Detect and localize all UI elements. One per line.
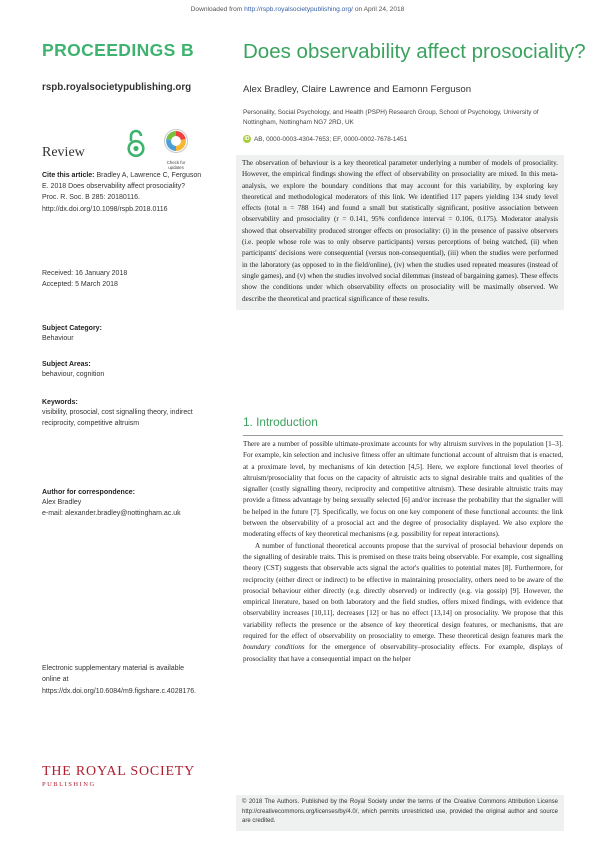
check-for-updates-badge[interactable]: Check for updates <box>162 128 190 170</box>
download-source-link[interactable]: http://rspb.royalsocietypublishing.org/ <box>244 6 354 13</box>
accepted-date: Accepted: 5 March 2018 <box>42 281 118 289</box>
orcid-line: iD AB, 0000-0003-4304-7653; EF, 0000-0002-7678-1451 <box>244 135 408 143</box>
author-list: Alex Bradley, Claire Lawrence and Eamonn Ferguson <box>243 84 472 95</box>
royal-society-publishing-logo: THE ROYAL SOCIETY PUBLISHING <box>42 764 196 788</box>
download-banner: Downloaded from http://rspb.royalsocietypublishing.org/ on April 24, 2018 <box>190 6 405 13</box>
citation-label: Cite this article: <box>42 172 95 179</box>
keywords: Keywords: visibility, prosocial, cost signalling theory, indirect reciprocity, competitive altruism <box>42 399 193 427</box>
article-title: Does observability affect prosociality? <box>243 40 586 63</box>
correspondence: Author for correspondence: Alex Bradley e-mail: alexander.bradley@nottingham.ac.uk <box>42 488 207 519</box>
paragraph-2: A number of functional theoretical accounts propose that the survival of prosocial behaviour depends on the signalling of desirable traits. This is premised on these traits being observable. For example, cost signalling theory (CST) suggests that observable acts signal the actor's qualities to potential mates [8]. Furthermore, for reciprocity (either direct or indirect) to be effective in maintaining prosociality, others need to be aware of the prosocial behaviour either directly (e.g. directly observed) or indirectly (e.g. via gossip) [9]. However, the empirical literature, based on both laboratory and the field studies, offers mixed findings, with evidence that observability increases [10,11], decreases [12] or has no effect [13,14] on prosociality. We propose that this variability reflects the presence or the absence of key theoretical design features, or mechanisms, that are required for the effect of observability on prosociality to emerge. These theoretical design features mark the boundary conditions for the emergence of observability–prosociality effects. For example, displays of prosociality that have a consequential impact on the helper <box>243 541 563 663</box>
crossmark-check-for-updates-icon <box>162 128 190 154</box>
section-heading-introduction: 1. Introduction <box>243 415 318 429</box>
article-dates <box>42 268 127 291</box>
subject-category: Subject Category: Behaviour <box>42 325 102 342</box>
abstract-text: The observation of behaviour is a key theoretical parameter underlying a number of models of prosociality. However, the empirical findings showing the effect of observability on prosociality are mixed. In this meta-analysis, we explore the boundary conditions that may account for this variability, by exploring key theoretical and methodological moderators of this link. We identified 117 papers yielding 134 study level effects (total n = 788 164) and found a small but statistically significant, positive association between observability and prosociality (r = 0.141, 95% confidence interval = 0.106, 0.175). Moderator analysis showed that observability produced stronger effects on prosociality: (i) in the presence of passive observers (i.e. people whose role was to only observe participants) versus perceptions of being watched, (ii) when participants' decisions were consequential (versus non-consequential), (iii) when the studies were performed in the laboratory (as opposed to in the field/online), (iv) when the studies used repeated measures (instead of single games), and (v) when the studies involved social dilemmas (instead of bargaining games). These effects show the conditions under which observability effects on prosociality will be maximally observed. We describe the theoretical and practical significance of these results. <box>242 159 558 303</box>
affiliation: Personality, Social Psychology, and Health (PSPH) Research Group, School of Psychology, University of Nottingham, Nottingham NG7 2RD, UK <box>243 109 539 126</box>
subject-areas: Subject Areas: behaviour, cognition <box>42 361 105 378</box>
body-text <box>243 439 563 665</box>
paragraph-1: There are a number of possible ultimate-proximate accounts for why altruism survives in the population [1–3]. For example, kin selection and inclusive fitness offer an ultimate functional account of altruism that is enacted, at a proximate level, by mechanisms of kin detection [4,5]. Here, we explore functional level theories of altruism/prosociality that focus on the capacity of altruistic acts to signal desirable traits and qualities of the signaller (costly signalling theory, reciprocity and competitive altruism). These desirable altruistic traits may provide a fitness advantage by being sexually selected [6] and/or increase the probability that the signaller will be helped in the future [7]. Specifically, we focus on one key component of these functional accounts: the link between the observability of a prosocial act and the degree of prosociality displayed. We also explore the moderating effects of key theoretical mechanisms (e.g. possibility for repeat interactions). <box>243 440 563 539</box>
correspondence-email[interactable]: e-mail: alexander.bradley@nottingham.ac.uk <box>42 509 181 517</box>
abstract-box <box>236 155 564 310</box>
citation-text: Bradley A, Lawrence C, Ferguson E. 2018 Does observability affect prosociality? Proc. R. Soc. B 285: 20180116. http://dx.doi.org/10.1098/rspb.2018.0116 <box>42 172 202 213</box>
received-date: Received: 16 January 2018 <box>42 270 128 277</box>
journal-site-link[interactable]: rspb.royalsocietypublishing.org <box>42 82 192 93</box>
section-divider <box>243 435 563 436</box>
license-notice: © 2018 The Authors. Published by the Royal Society under the terms of the Creative Commons Attribution License http://creativecommons.org/licenses/by/4.0/, which permits unrestricted use, provided the original author and source are credited. <box>236 795 564 831</box>
open-access-lock-icon <box>127 128 145 158</box>
supplementary-material-note: Electronic supplementary material is available online at https://dx.doi.org/10.6084/m9.figshare.c.4028176. <box>42 665 197 695</box>
citation-block <box>42 170 202 215</box>
article-type: Review <box>42 145 85 160</box>
orcid-icon: iD <box>244 136 250 142</box>
journal-logo[interactable]: PROCEEDINGS B <box>42 40 195 60</box>
